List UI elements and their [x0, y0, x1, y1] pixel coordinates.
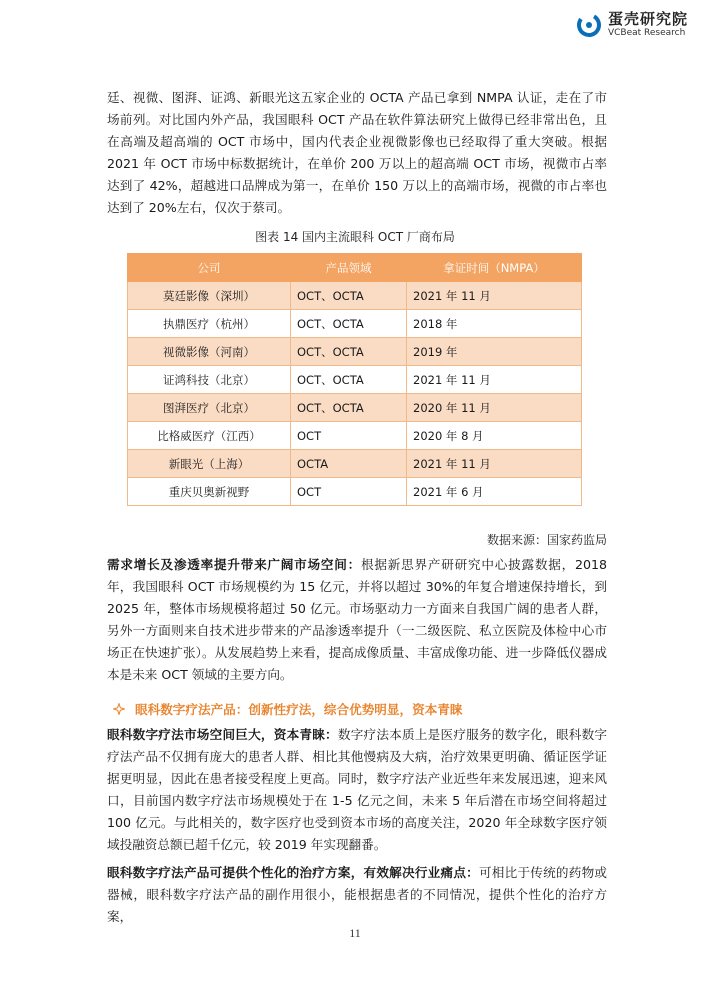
table-row — [128, 478, 582, 506]
cell-company: 新眼光（上海） — [128, 450, 291, 478]
paragraph-body: 数字疗法本质上是医疗服务的数字化，眼科数字疗法产品不仅拥有庞大的患者人群、相比其他慢病及大病，治疗效果更明确、循证医学证据更明显，因此在患者接受程度上更高。同时，数字疗法产业近些年来发展迅速，迎来风口，目前国内数字疗法市场规模处于在 1-5 亿元之间，未来 5 年后潜在市场空间将超过 100 亿元。与此相关的，数字医疗也受到资本市场的高度关注，2020 年全球数字医疗领域投融资总额已超千亿元，较 2019 年实现翻番。 — [107, 727, 608, 852]
page-number: 11 — [349, 926, 361, 940]
vcbeat-logo — [576, 12, 688, 38]
cell-product: OCT、OCTA — [291, 366, 407, 394]
cell-company: 重庆贝奥新视野 — [128, 478, 291, 506]
cell-company: 执鼎医疗（杭州） — [128, 310, 291, 338]
cell-company: 证鸿科技（北京） — [128, 366, 291, 394]
vcbeat-logo-icon — [576, 12, 602, 38]
paragraph-body: 可相比于传统的药物或器械，眼科数字疗法产品的副作用很小，能根据患者的不同情况，提供个性化的治疗方案， — [107, 865, 608, 924]
section-heading — [113, 699, 462, 718]
table-row — [128, 394, 582, 422]
table-row — [128, 310, 582, 338]
cell-product: OCTA — [291, 450, 407, 478]
paragraph-personalized-treatment — [107, 862, 607, 928]
logo-chinese-name: 蛋壳研究院 — [607, 10, 688, 28]
paragraph-lead: 眼科数字疗法产品可提供个性化的治疗方案，有效解决行业痛点： — [107, 865, 479, 880]
table-header-row — [128, 254, 582, 282]
oct-vendor-table — [127, 253, 582, 506]
cell-product: OCT — [291, 422, 407, 450]
cell-date: 2020 年 8 月 — [407, 422, 582, 450]
cell-company: 莫廷影像（深圳） — [128, 282, 291, 310]
cell-date: 2021 年 11 月 — [407, 450, 582, 478]
header-cert-date: 拿证时间（NMPA） — [407, 254, 582, 282]
header-company: 公司 — [128, 254, 291, 282]
cell-company: 比格威医疗（江西） — [128, 422, 291, 450]
table-row — [128, 282, 582, 310]
cell-company: 视微影像（河南） — [128, 338, 291, 366]
table-row — [128, 422, 582, 450]
paragraph-oct-market: 廷、视微、图湃、证鸿、新眼光这五家企业的 OCTA 产品已拿到 NMPA 认证，走在了市场前列。对比国内外产品，我国眼科 OCT 产品在软件算法研究上做得已经非常出色，且在高端及超高端的 OCT 市场中，国内代表企业视微影像也已经取得了重大突破。根据 2021 年 OCT 市场中标数据统计，在单价 200 万以上的超高端 OCT 市场，视微市占率达到了 42%，超越进口品牌成为第一，在单价 150 万以上的高端市场，视微的市占率也达到了 20%左右，仅次于蔡司。 — [107, 90, 607, 215]
cell-product: OCT、OCTA — [291, 338, 407, 366]
section-title-text: 眼科数字疗法产品：创新性疗法，综合优势明显，资本青睐 — [135, 702, 463, 717]
paragraph-lead: 眼科数字疗法市场空间巨大，资本青睐： — [107, 727, 338, 742]
diamond-outline-icon — [113, 703, 125, 715]
cell-date: 2021 年 11 月 — [407, 282, 582, 310]
paragraph-digital-therapy-market — [107, 724, 607, 856]
data-source-note: 数据来源：国家药监局 — [486, 533, 607, 547]
paragraph-body: 根据新思界产研研究中心披露数据，2018 年，我国眼科 OCT 市场规模约为 15 亿元，并将以超过 30%的年复合增速保持增长，到 2025 年，整体市场规模将超过 50 亿元。市场驱动力一方面来自我国广阔的患者人群，另外一方面则来自技术进步带来的产品渗透率提升（一二级医院、私立医院及体检中心市场正在快速扩张）。从发展趋势上来看，提高成像质量、丰富成像功能、进一步降低仪器成本是未来 OCT 领域的主要方向。 — [107, 557, 607, 682]
cell-date: 2021 年 6 月 — [407, 478, 582, 506]
cell-date: 2021 年 11 月 — [407, 366, 582, 394]
cell-product: OCT、OCTA — [291, 394, 407, 422]
table-caption: 图表 14 国内主流眼科 OCT 厂商布局 — [255, 230, 455, 244]
header-product-field: 产品领域 — [291, 254, 407, 282]
cell-date: 2019 年 — [407, 338, 582, 366]
table-row — [128, 450, 582, 478]
cell-date: 2018 年 — [407, 310, 582, 338]
paragraph-market-demand — [107, 554, 607, 686]
paragraph-lead: 需求增长及渗透率提升带来广阔市场空间： — [107, 557, 362, 572]
cell-product: OCT、OCTA — [291, 310, 407, 338]
logo-english-name: VCBeat Research — [607, 28, 686, 38]
cell-product: OCT — [291, 478, 407, 506]
table-row — [128, 338, 582, 366]
cell-company: 图湃医疗（北京） — [128, 394, 291, 422]
table-row — [128, 366, 582, 394]
cell-product: OCT、OCTA — [291, 282, 407, 310]
cell-date: 2020 年 11 月 — [407, 394, 582, 422]
